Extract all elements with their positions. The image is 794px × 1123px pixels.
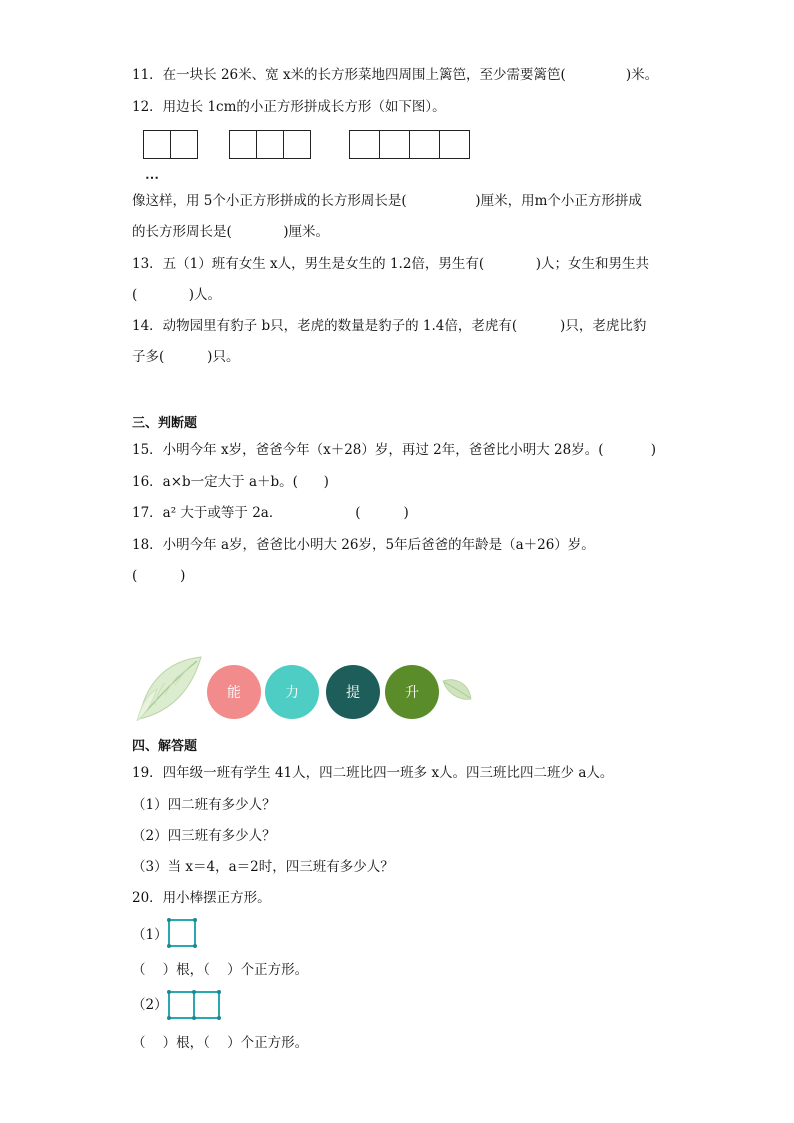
question-20-part-2-answer: （ ）根，（ ）个正方形。: [132, 1035, 309, 1051]
question-13-line-2: ( )人。: [132, 287, 222, 303]
question-17: 17．a² 大于或等于 2a． ( ): [132, 505, 409, 521]
question-18-paren: ( ): [132, 568, 186, 584]
question-20-part-1-label: （1）: [132, 927, 168, 943]
question-19: 19．四年级一班有学生 41人，四二班比四一班多 x人。四三班比四二班少 a人。: [132, 765, 614, 781]
unit-square: [439, 130, 470, 159]
banner-circle-2: 力: [265, 665, 319, 719]
banner-circle-1: 能: [207, 665, 261, 719]
question-11: 11．在一块长 26米、宽 x米的长方形菜地四周围上篱笆，至少需要篱笆( )米。: [132, 67, 659, 83]
ability-banner: [135, 655, 475, 721]
question-20: 20．用小棒摆正方形。: [132, 890, 271, 906]
section-4-title: 四、解答题: [132, 739, 198, 754]
one-square-sticks-figure: [167, 918, 197, 948]
banner-circle-4: 升: [385, 665, 439, 719]
question-19-part-1: （1）四二班有多少人？: [132, 797, 276, 813]
question-20-part-1-answer: （ ）根，（ ）个正方形。: [132, 962, 309, 978]
unit-square: [349, 130, 380, 159]
unit-square: [143, 130, 171, 159]
question-19-part-2: （2）四三班有多少人？: [132, 828, 276, 844]
unit-square: [283, 130, 311, 159]
question-14-line-1: 14．动物园里有豹子 b只，老虎的数量是豹子的 1.4倍，老虎有( )只，老虎比豹: [132, 318, 647, 334]
banner-circle-3: 提: [326, 665, 380, 719]
question-16: 16．a×b一定大于 a＋b。( ): [132, 474, 329, 490]
rectangle-2-squares: [144, 130, 198, 161]
leaf-decoration-icon: [135, 655, 215, 721]
question-14-line-2: 子多( )只。: [132, 349, 240, 365]
unit-square: [256, 130, 284, 159]
question-13-line-1: 13．五（1）班有女生 x人，男生是女生的 1.2倍，男生有( )人；女生和男生共: [132, 256, 649, 272]
section-3-title: 三、判断题: [132, 416, 198, 431]
rectangle-4-squares: [350, 130, 470, 161]
continuation-dots: ⋯: [145, 170, 160, 186]
question-15: 15．小明今年 x岁，爸爸今年（x＋28）岁，再过 2年，爸爸比小明大 28岁。( ): [132, 442, 656, 458]
question-12-text-1: 像这样，用 5个小正方形拼成的长方形周长是( )厘米，用m个小正方形拼成: [132, 193, 642, 209]
question-20-part-2-label: （2）: [132, 997, 168, 1013]
question-19-part-3: （3）当 x＝4，a＝2时，四三班有多少人？: [132, 859, 394, 875]
unit-square: [170, 130, 198, 159]
question-12-text-2: 的长方形周长是( )厘米。: [132, 224, 330, 240]
question-12: 12．用边长 1cm的小正方形拼成长方形（如下图）。: [132, 99, 446, 115]
two-squares-sticks-figure: [167, 990, 221, 1020]
small-leaf-icon: [441, 677, 473, 703]
unit-square: [229, 130, 257, 159]
question-18: 18．小明今年 a岁，爸爸比小明大 26岁，5年后爸爸的年龄是（a＋26）岁。: [132, 537, 595, 553]
unit-square: [379, 130, 410, 159]
unit-square: [409, 130, 440, 159]
rectangle-3-squares: [230, 130, 311, 161]
